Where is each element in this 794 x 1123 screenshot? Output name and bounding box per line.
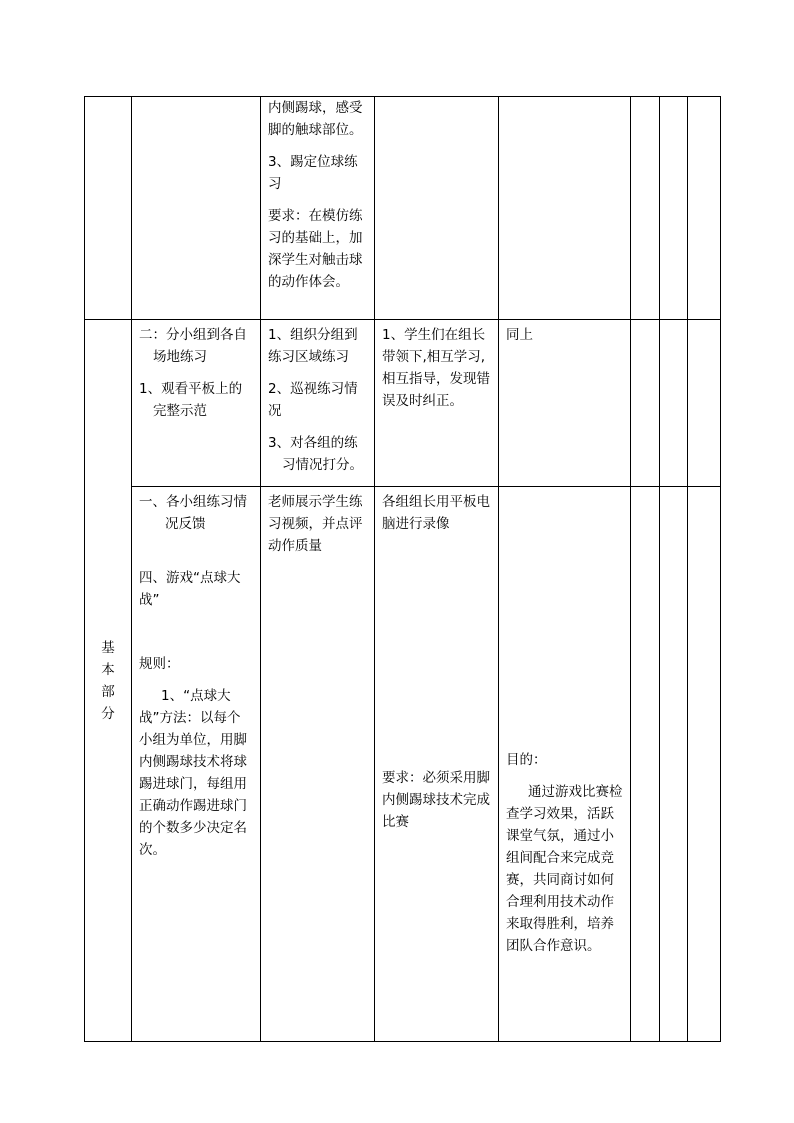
content-text: 1、观看平板上的完整示范 xyxy=(139,381,243,419)
purpose-text: 同上 xyxy=(506,327,533,343)
content-text: 一、各小组练习情况反馈 xyxy=(139,494,247,532)
teacher-activity-cell xyxy=(261,97,375,320)
purpose-cell xyxy=(499,320,631,487)
extra-cell xyxy=(631,320,660,487)
section-label-char: 基 xyxy=(101,639,115,656)
student-activity-cell xyxy=(375,487,499,1042)
extra-cell xyxy=(660,320,688,487)
section-label-char: 本 xyxy=(101,661,115,678)
extra-cell xyxy=(660,487,688,1042)
content-cell xyxy=(132,97,261,320)
teacher-text: 2、巡视练习情况 xyxy=(268,381,358,419)
extra-cell xyxy=(688,320,721,487)
purpose-text: 目的： xyxy=(506,752,547,768)
section-label-char: 分 xyxy=(101,705,115,722)
teacher-text: 3、踢定位球练习 xyxy=(268,154,358,192)
student-text: 要求：必须采用脚内侧踢球技术完成比赛 xyxy=(382,770,490,830)
content-cell xyxy=(132,320,261,487)
lesson-plan-table xyxy=(84,96,721,1042)
extra-cell xyxy=(688,487,721,1042)
teacher-activity-cell xyxy=(261,320,375,487)
section-label-char: 部 xyxy=(101,683,115,700)
teacher-text: 3、对各组的练习情况打分。 xyxy=(268,435,363,473)
purpose-text: 通过游戏比赛检查学习效果，活跃课堂气氛，通过小组间配合来完成竞赛，共同商讨如何合理利用技术动作来取得胜利，培养团队合作意识。 xyxy=(506,784,623,954)
content-text: 规则： xyxy=(139,656,180,672)
extra-cell xyxy=(631,97,660,320)
section-cell-empty xyxy=(85,97,132,320)
extra-cell xyxy=(688,97,721,320)
teacher-text: 要求：在模仿练习的基础上，加深学生对触击球的动作体会。 xyxy=(268,208,363,290)
teacher-activity-cell xyxy=(261,487,375,1042)
extra-cell xyxy=(660,97,688,320)
purpose-cell xyxy=(499,97,631,320)
extra-cell xyxy=(631,487,660,1042)
content-text: 四、游戏“点球大战” xyxy=(139,570,241,608)
student-text: 1、学生们在组长带领下,相互学习,相互指导，发现错误及时纠正。 xyxy=(382,327,490,409)
section-label-basic-part xyxy=(85,320,132,1042)
table-row xyxy=(85,97,721,320)
student-activity-cell xyxy=(375,320,499,487)
teacher-text: 1、组织分组到练习区域练习 xyxy=(268,327,358,365)
content-text: 二：分小组到各自场地练习 xyxy=(139,327,247,365)
table-row xyxy=(85,487,721,1042)
purpose-cell xyxy=(499,487,631,1042)
teacher-text: 老师展示学生练习视频，并点评动作质量 xyxy=(268,494,363,554)
table-row xyxy=(85,320,721,487)
student-activity-cell xyxy=(375,97,499,320)
content-text: 1、“点球大战”方法：以每个小组为单位，用脚内侧踢球技术将球踢进球门，每组用正确动作踢进球门的个数多少决定名次。 xyxy=(139,688,247,858)
content-cell xyxy=(132,487,261,1042)
teacher-text: 内侧踢球，感受脚的触球部位。 xyxy=(268,100,363,138)
student-text: 各组组长用平板电脑进行录像 xyxy=(382,494,490,532)
